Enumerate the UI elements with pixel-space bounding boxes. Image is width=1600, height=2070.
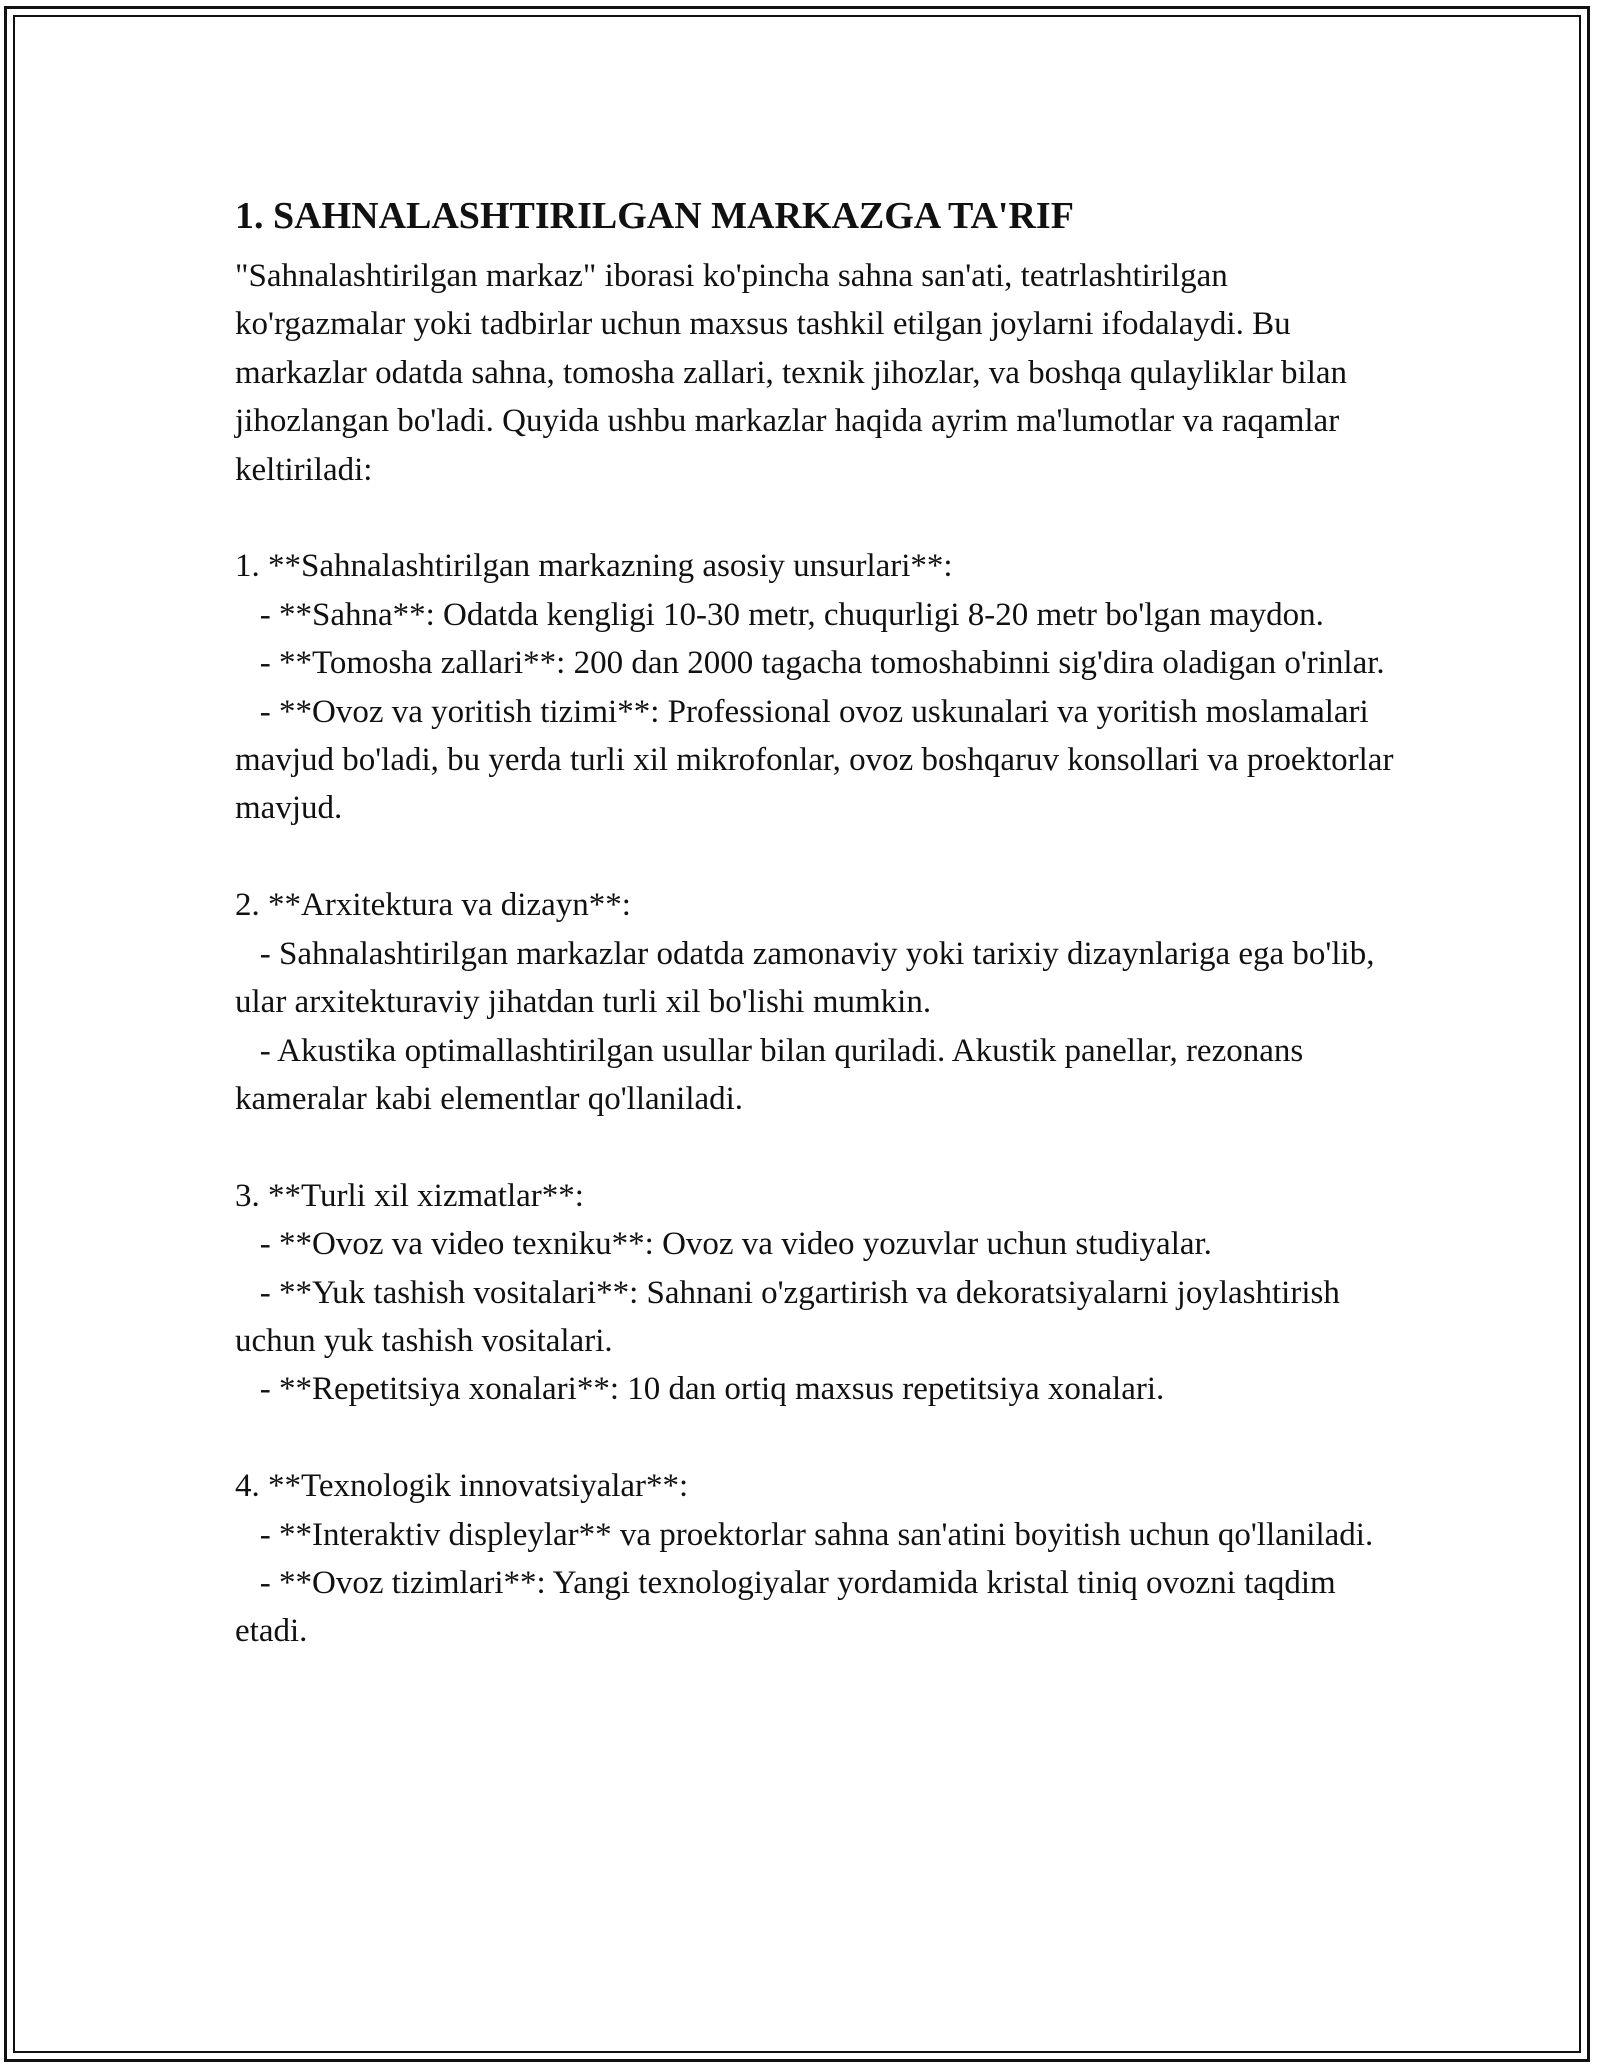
section-body-text: "Sahnalashtirilgan markaz" iborasi ko'pincha sahna san'ati, teatrlashtirilgan ko'rgazmalar yoki tadbirlar uchun maxsus tashkil etilgan joylarni ifodalaydi. Bu markazlar odatda sahna, tomosha zallari, texnik jihozlar, va boshqa qulayliklar bilan jihozlangan bo'ladi. Quyida ushbu markazlar haqida ayrim ma'lumotlar va raqamlar keltiriladi: 1. **Sahnalashtirilgan markazning asosiy unsurlari**: - **Sahna**: Odatda kengligi 10-30 metr, chuqurligi 8-20 metr bo'lgan maydon. - **Tomosha zallari**: 200 dan 2000 tagacha tomoshabinni sig'dira oladigan o'rinlar. - **Ovoz va yoritish tizimi**: Professional ovoz uskunalari va yoritish moslamalari mavjud bo'ladi, bu yerda turli xil mikrofonlar, ovoz boshqaruv konsollari va proektorlar mavjud. 2. **Arxitektura va dizayn**: - Sahnalashtirilgan markazlar odatda zamonaviy yoki tarixiy dizaynlariga ega bo'lib, ular arxitekturaviy jihatdan turli xil bo'lishi mumkin. - Akustika optimallashtirilgan usullar bilan quriladi. Akustik panellar, rezonans kameralar kabi elementlar qo'llaniladi. 3. **Turli xil xizmatlar**: - **Ovoz va video texniku**: Ovoz va video yozuvlar uchun studiyalar. - **Yuk tashish vositalari**: Sahnani o'zgartirish va dekoratsiyalarni joylashtirish uchun yuk tashish vositalari. - **Repetitsiya xonalari**: 10 dan ortiq maxsus repetitsiya xonalari. 4. **Texnologik innovatsiyalar**: - **Interaktiv displeylar** va proektorlar sahna san'atini boyitish uchun qo'llaniladi. - **Ovoz tizimlari**: Yangi texnologiyalar yordamida kristal tiniq ovozni taqdim etadi.: [235, 258, 1394, 1650]
section-title: 1. SAHNALASHTIRILGAN MARKAZGA TA'RIF: [235, 195, 1074, 237]
document-content: [235, 190, 1395, 1656]
